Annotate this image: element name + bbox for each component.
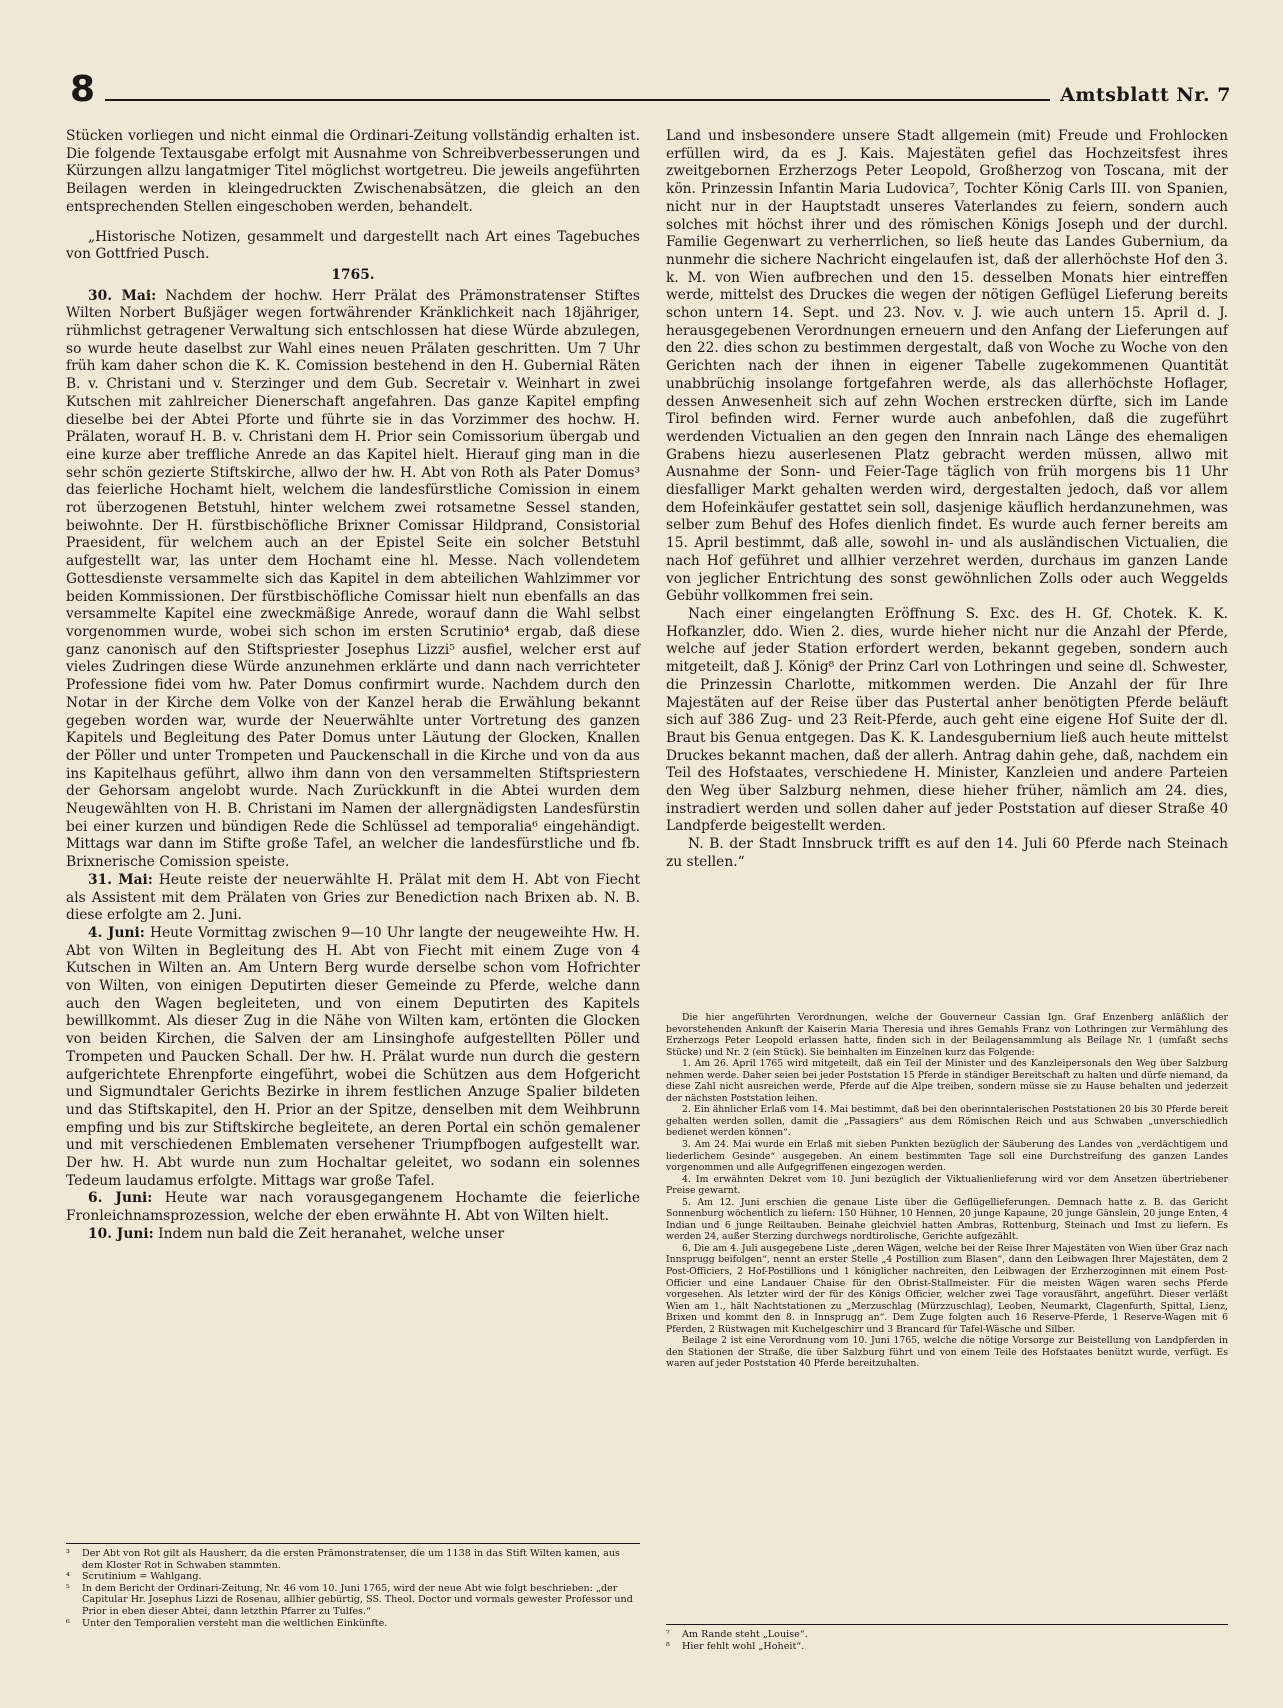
- page-header: [70, 68, 1231, 108]
- entry-text: Heute war nach vorausgegangenem Hochamte die feierliche Fronleichnamsprozession, welche der eben erwähnte H. Abt von Wilten hielt.: [66, 1190, 640, 1225]
- entry-date: 4. Juni:: [88, 924, 145, 941]
- left-column: [66, 128, 640, 1244]
- annex-item: 5. Am 12. Juni erschien die genaue Liste über die Geflügellieferungen. Demnach hatte z. B. das Gericht Sonnenburg wöchentlich zu liefern: 150 Hühner, 10 Hennen, 20 junge Kapaune, 20 junge Gänslein, 20 junge Enten, 4 Indian und 6 junge Reiltauben. Beinahe gleichviel hatten Ambras, Rottenburg, Steinach und Imst zu liefern. Es werden 24, außer Sterzing durchwegs nordtirolische, Gerichte aufgezählt.: [666, 1196, 1228, 1243]
- paragraph: Land und insbesondere unsere Stadt allgemein (mit) Freude und Frohlocken erfüllen wird, da es J. Kais. Majestäten gefiel das Hochzeitsfest ihres zweitgebornen Erzherzogs Peter Leopold, Großherzog von Toscana, mit der kön. Prinzessin Infantin Maria Ludovica⁷, Tochter König Carls III. von Spanien, nicht nur in der Hauptstadt unseres Vaterlandes zu feiern, sondern auch solches mit höchst ihrer und des römischen Königs Joseph und der durchl. Familie Gegenwart zu verherrlichen, so ließ heute das Landes Gubernium, da nunmehr die sichere Nachricht eingelaufen ist, daß der allerhöchste Hof den 3. k. M. von Wien aufbrechen und den 15. desselben Monats hier eintreffen werde, mittelst des Druckes die wegen der nötigen Geflügel Lieferung bereits schon untern 14. Sept. und 23. Nov. v. J. wie auch untern 15. April d. J. herausgegebenen Verordnungen erneuern und den Anfang der Lieferungen auf den 22. dies schon zu bestimmen dergestalt, daß von Woche zu Woche von den Gerichten nach der ihnen in eigener Tabelle zugekommenen Quantität unabbrüchig insolange fortgefahren werde, als das allerhöchste Hoflager, dessen Anwesenheit sich auf zehn Wochen erstrecken dürfte, sich im Lande Tirol befinden wird. Ferner wurde auch anbefohlen, daß die zugeführt werdenden Victualien an den gegen den Innrain nach Länge des ehemaligen Grabens hiezu auserlesenen Platz gebracht werden müssen, allwo mit Ausnahme der Sonn- und Feier-Tage täglich von früh morgens bis 11 Uhr diesfalliger Markt gehalten werden wird, dergestalten jedoch, daß vor allem dem Hofeinkäufer gestattet sein soll, dasjenige käuflich herdanzunehmen, was selber zum Behuf des Hofes dienlich findet. Es wurde auch ferner bereits am 15. April bestimmt, daß alle, sowohl in- und als ausländischen Victualien, die nach Hof geführet und allhier verzehret werden, durchaus im ganzen Lande von jeglicher Entrichtung des sonst gewöhnlichen Zolls oder auch Weggelds Gebühr vollkommen frei sein.: [666, 128, 1228, 605]
- annex-item: 4. Im erwähnten Dekret vom 10. Juni bezüglich der Viktualienlieferung wird vor dem Ansetzen übertriebener Preise gewarnt.: [666, 1173, 1228, 1197]
- diary-entry: [66, 872, 640, 925]
- paragraph: Stücken vorliegen und nicht einmal die Ordinari-Zeitung vollständig erhalten ist. Die folgende Textausgabe erfolgt mit Ausnahme von Schreibverbesserungen und Kürzungen allzu langatmiger Titel möglichst wortgetreu. Die jeweils angeführten Beilagen werden in kleingedruckten Zwischenabsätzen, die gleich an den entsprechenden Stellen eingeschoben werden, behandelt.: [66, 128, 640, 215]
- footnote: ⁷ Am Rande steht „Louise“.: [666, 1629, 808, 1640]
- annex-item: 6. Die am 4. Juli ausgegebene Liste „deren Wägen, welche bei der Reise Ihrer Majestäten von Wien über Graz nach Innsprugg beifolgen“, nennt an erster Stelle „4 Postillion zum Blasen“, dann den Leibwagen Ihrer Majestäten, dem 2 Post-Officiers, 2 Hof-Postillions und 1 königlicher nachreiten, den Leibwagen der Erzherzoginnen mit einem Post-Officier und eine Landauer Chaise für den Obrist-Stallmeister. Für die meisten Wägen waren sechs Pferde vorgesehen. Als letzter wird der für des Königs Officier, welcher zwei Tage vorausfährt, angeführt. Dieser verläßt Wien am 1., hält Nachtstationen zu „Merzuschlag (Mürzzuschlag), Leoben, Neumarkt, Clagenfurth, Spittal, Lienz, Brixen und kommt den 8. in Innsprugg an“. Dem Zuge folgten auch 16 Reserve-Pferde, 1 Reserve-Wagen mit 6 Pferden, 2 Rüstwagen mit Kuchelgeschirr und 3 Brancard für Tafel-Wäsche und Silber.: [666, 1242, 1228, 1335]
- diary-entry: [66, 1226, 640, 1244]
- footnotes-left: [66, 1543, 640, 1629]
- footnotes-right: [666, 1624, 1228, 1652]
- paragraph: N. B. der Stadt Innsbruck trifft es auf den 14. Juli 60 Pferde nach Steinach zu stellen.“: [666, 836, 1228, 870]
- paragraph: Nach einer eingelangten Eröffnung S. Exc. des H. Gf. Chotek. K. K. Hofkanzler, ddo. Wien 2. dies, wurde hieher nicht nur die Anzahl der Pferde, welche auf jeder Station erfordert werden, bekannt gegeben, sondern auch mitgeteilt, daß J. König⁸ der Prinz Carl von Lothringen und seine dl. Schwester, die Prinzessin Charlotte, mitkommen werden. Die Anzahl der für Ihre Majestäten auf der Reise über das Pustertal anher benötigten Pferde beläuft sich auf 386 Zug- und 23 Reit-Pferde, auch geht eine eigene Hof Suite der dl. Braut bis Genua entgegen. Das K. K. Landesgubernium ließ auch heute mittelst Druckes bekannt machen, daß der allerh. Antrag dahin gehe, daß, nachdem ein Teil des Hofstaates, verschiedene H. Minister, Kanzleien und andere Parteien den Weg über Salzburg nehmen, diese hieher früher, nämlich am 24. dies, instradiert werden und sollen daher auf jeder Poststation auf dieser Straße 40 Landpferde beigestellt werden.: [666, 605, 1228, 835]
- footnote: ³ Der Abt von Rot gilt als Hausherr, da die ersten Prämonstratenser, die um 1138 in das Stift Wilten kamen, aus dem Kloster Rot in Schwaben stammten.: [66, 1548, 620, 1571]
- footnote: ⁵ In dem Bericht der Ordinari-Zeitung, Nr. 46 vom 10. Juni 1765, wird der neue Abt wie folgt beschrieben: „der Capitular Hr. Josephus Lizzi de Rosenau, allhier gebürtig, SS. Theol. Doctor und vormals gewester Professor und Prior in eben dieser Abtei, dann letzthin Pfarrer zu Tulfes.“: [66, 1582, 633, 1617]
- diary-entry: [66, 1190, 640, 1225]
- entry-text: Indem nun bald die Zeit heranahet, welche unser: [153, 1225, 505, 1242]
- entry-text: Heute reiste der neuerwählte H. Prälat mit dem H. Abt von Fiecht als Assistent mit dem Prälaten von Gries zur Benediction nach Brixen ab. N. B. diese erfolgte am 2. Juni.: [66, 871, 640, 924]
- entry-text: Nachdem der hochw. Herr Prälat des Prämonstratenser Stiftes Wilten Norbert Bußjäger wegen fortwährender Kränklichkeit nach 18jähriger, rühmlichst getragener Verwaltung sich entschlossen hat diese Würde abzulegen, so wurde heute daselbst zur Wahl eines neuen Prälaten geschritten. Um 7 Uhr früh kam daher schon die K. K. Comission bestehend in den H. Gubernial Räten B. v. Christani und v. Sterzinger und dem Gub. Secretair v. Weinhart in zwei Kutschen mit zahlreicher Dienerschaft angefahren. Das ganze Kapitel empfing dieselbe bei der Abtei Pforte und führte sie in das Vorzimmer des hochw. H. Prälaten, worauf H. B. v. Christani dem H. Prior sein Comissorium übergab und eine kurze aber treffliche Anrede an das Kapitel hielt. Hierauf ging man in die sehr schön gezierte Stiftskirche, allwo der hw. H. Abt von Roth als Pater Domus³ das feierliche Hochamt hielt, welchem die landesfürstliche Comission in einem rot überzogenen Betstuhl, hinter welchem zwei rotsametne Sessel standen, beiwohnte. Der H. fürstbischöfliche Brixner Comissar Hildprand, Consistorial Praesident, für welchem auch an der Epistel Seite ein solcher Betstuhl aufgestellt war, las unter dem Hochamt eine hl. Messe. Nach vollendetem Gottesdienste versammelte sich das Kapitel in dem abteilichen Wahlzimmer vor beiden Kommissionen. Der fürstbischöfliche Comissar hielt nun ebenfalls an das versammelte Kapitel eine zweckmäßige Anrede, worauf dann die Wahl selbst vorgenommen wurde, wobei sich schon im ersten Scrutinio⁴ ergab, daß diese ganz canonisch auf den Stiftspriester Josephus Lizzi⁵ ausfiel, welcher erst auf vieles Zudringen diese Würde anzunehmen erklärte und dann nach verrichteter Professione fidei vom hw. Pater Domus confirmirt wurde. Nachdem durch den Notar in der Kirche dem Volke von der Kanzel herab die Erwählung bekannt gegeben worden war, wurde der Neuerwählte unter Vortretung des ganzen Kapitels und Begleitung des Pater Domus unter Läutung der Glocken, Knallen der Pöller und unter Trompeten und Pauckenschall in die Kirche und von da aus ins Kapitelhaus geführt, allwo ihm dann von den versammelten Stiftspriestern der Gehorsam angelobt wurde. Nach Zurückkunft in die Abtei wurden dem Neugewählten von H. B. Christani im Namen der allergnädigsten Landesfürstin bei einer kurzen und bündigen Rede die Schlüssel ad temporalia⁶ eingehändigt. Mittags war dann im Stifte große Tafel, an welcher die landesfürstliche und fb. Brixnerische Comission speiste.: [66, 287, 640, 871]
- annex-item: 3. Am 24. Mai wurde ein Erlaß mit sieben Punkten bezüglich der Säuberung des Landes von „verdächtigem und liederlichem Gesinde“ ausgegeben. An einem bestimmten Tage soll eine Durchstreifung des ganzen Landes vorgenommen und alle Aufgegriffenen eingezogen werden.: [666, 1139, 1228, 1174]
- footnote: ⁶ Unter den Temporalien versteht man die weltlichen Einkünfte.: [66, 1617, 388, 1629]
- entry-date: 10. Juni:: [88, 1225, 154, 1242]
- entry-date: 30. Mai:: [88, 287, 157, 304]
- header-rule: [105, 99, 1050, 101]
- year-heading: 1765.: [331, 266, 375, 283]
- footnote: ⁴ Scrutinium = Wahlgang.: [66, 1571, 202, 1583]
- small-print-annex: [666, 1012, 1228, 1370]
- footnote: ⁸ Hier fehlt wohl „Hoheit“.: [666, 1640, 805, 1652]
- publication-title: Amtsblatt Nr. 7: [1060, 84, 1231, 106]
- diary-entry: [66, 925, 640, 1191]
- right-column: [666, 128, 1228, 872]
- annex-item: Beilage 2 ist eine Verordnung vom 10. Juni 1765, welche die nötige Vorsorge zur Beistellung von Landpferden in den Stationen der Straße, die über Salzburg führt und von einem Teile des Hofstaates benützt wurde, verfügt. Es waren auf jeder Poststation 40 Pferde bereitzuhalten.: [666, 1335, 1228, 1370]
- annex-intro: Die hier angeführten Verordnungen, welche der Gouverneur Cassian Ign. Graf Enzenberg anläßlich der bevorstehenden Ankunft der Kaiserin Maria Theresia und ihres Gemahls Franz von Lothringen zur Vermählung des Erzherzogs Peter Leopold erlassen hatte, finden sich in der Beilagensammlung als Beilage Nr. 1 (umfaßt sechs Stücke) und Nr. 2 (ein Stück). Sie beinhalten im Einzelnen kurz das Folgende:: [666, 1012, 1228, 1058]
- entry-date: 31. Mai:: [88, 871, 153, 888]
- diary-entry: [66, 288, 640, 872]
- entry-text: Heute Vormittag zwischen 9—10 Uhr langte der neugeweihte Hw. H. Abt von Wilten in Begleitung des H. Abt von Fiecht mit einem Zuge von 4 Kutschen in Wilten an. Am Untern Berg wurde derselbe schon vom Hofrichter von Wilten, von einigen Deputirten dieser Gemeinde zu Pferde, welche dann auch den Wagen begleiteten, und von einem Deputirten des Kapitels bewillkommt. Als dieser Zug in die Nähe von Wilten kam, ertönten die Glocken von beiden Kirchen, die Salven der am Linsinghofe aufgestellten Pöller und Trompeten und Paucken Schall. Der hw. H. Prälat wurde nun durch die gestern aufgerichtete Ehrenpforte eingeführt, wobei die Schützen aus dem Hofgericht und Sigmundtaler Gerichts Bezirke in ihrem festlichen Anzuge Spalier bildeten und das Stiftskapitel, den H. Prior an der Spitze, denselben mit dem Weihbrunn empfing und bis zur Stiftskirche begleitete, an deren Portal ein schön gemalener und mit verschiedenen Emblematen versehener Triumpfbogen aufgestellt war. Der hw. H. Abt wurde nun zum Hochaltar geleitet, wo sodann ein solennes Tedeum laudamus erfolgte. Mittags war große Tafel.: [66, 924, 640, 1189]
- annex-item: 1. Am 26. April 1765 wird mitgeteilt, daß ein Teil der Minister und des Kanzleipersonals den Weg über Salzburg nehmen werde. Daher seien bei jeder Poststation 15 Pferde in ständiger Bereitschaft zu halten und dürfe niemand, da diese Zahl nicht ausreichen werde, Pferde auf die Alpe treiben, sondern müsse sie zu Hause behalten und jederzeit der nächsten Poststation leihen.: [666, 1058, 1228, 1104]
- page-number: 8: [70, 69, 96, 110]
- paragraph: „Historische Notizen, gesammelt und dargestellt nach Art eines Tagebuches von Gottfried Pusch.: [66, 228, 640, 263]
- entry-date: 6. Juni:: [88, 1190, 153, 1207]
- annex-item: 2. Ein ähnlicher Erlaß vom 14. Mai bestimmt, daß bei den oberinntalerischen Poststationen 20 bis 30 Pferde bereit gehalten werden sollen, damit die „Passagiers“ aus dem Römischen Reich und aus Schwaben „unverschiedlich bedienet werden können“.: [666, 1104, 1228, 1139]
